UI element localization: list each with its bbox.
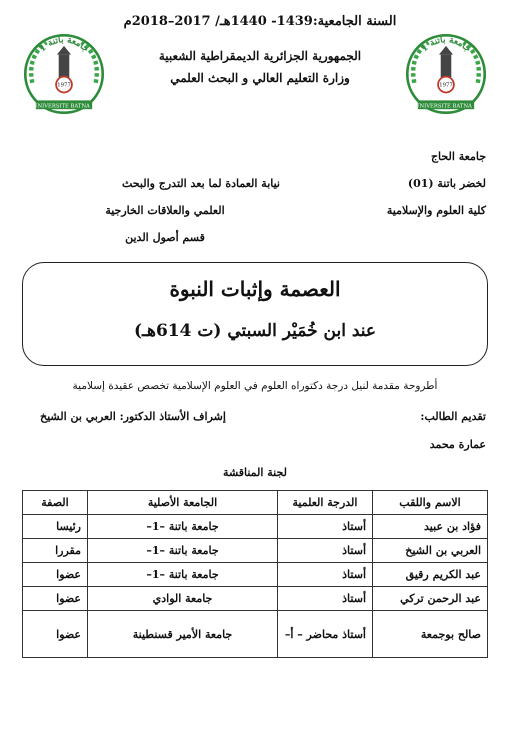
table-row: [23, 611, 488, 658]
table-row: [23, 563, 488, 587]
header-name: الاسم واللقب: [373, 491, 488, 515]
header-university: الجامعة الأصلية: [88, 491, 278, 515]
university-name-line2: لخضر باتنة (01): [407, 177, 486, 190]
member-name: العربي بن الشيخ: [373, 539, 488, 563]
logo-latin-text: UNIVERSITE BATNA 1: [33, 103, 95, 110]
logo-year: 1977: [57, 82, 71, 89]
member-name: عبد الرحمن تركي: [373, 587, 488, 611]
table-header-row: [23, 491, 488, 515]
member-degree: أستاذ: [278, 563, 373, 587]
logo-latin-text: UNIVERSITE BATNA 1: [415, 103, 477, 110]
faculty-name: كلية العلوم والإسلامية: [386, 204, 486, 217]
member-role: عضوا: [23, 587, 88, 611]
member-name: صالح بوجمعة: [373, 611, 488, 658]
member-degree: أستاذ محاضر – أ–: [278, 611, 373, 658]
thesis-subtitle: عند ابن خُمَيْر السبتي (ت 614هـ): [133, 321, 377, 341]
student-name: عمارة محمد: [429, 438, 486, 451]
member-role: عضوا: [23, 563, 88, 587]
member-university: جامعة باتنة –1–: [88, 539, 278, 563]
department-name: قسم أصول الدين: [125, 231, 205, 244]
member-name: عبد الكريم رقيق: [373, 563, 488, 587]
member-university: جامعة باتنة –1–: [88, 515, 278, 539]
header-role: الصفة: [23, 491, 88, 515]
member-role: رئيسا: [23, 515, 88, 539]
member-university: جامعة باتنة –1–: [88, 563, 278, 587]
university-logo-left: [20, 30, 108, 118]
table-row: [23, 515, 488, 539]
header-degree: الدرجة العلمية: [278, 491, 373, 515]
table-row: [23, 587, 488, 611]
committee-table: [22, 490, 488, 658]
thesis-title: العصمة وإثبات النبوة: [169, 277, 341, 301]
dissertation-description: أطروحة مقدمة لنيل درجة دكتوراه العلوم في العلوم الإسلامية تخصص عقيدة إسلامية: [72, 380, 438, 392]
university-name-line1: جامعة الحاج: [430, 150, 486, 163]
university-logo-right: [402, 30, 490, 118]
member-university: جامعة الوادي: [88, 587, 278, 611]
member-name: فؤاد بن عبيد: [373, 515, 488, 539]
academic-year: السنة الجامعية:1439- 1440هـ/ 2017–2018م: [123, 14, 397, 29]
student-label: تقديم الطالب:: [420, 410, 486, 423]
member-degree: أستاذ: [278, 539, 373, 563]
member-degree: أستاذ: [278, 587, 373, 611]
ministry-name: وزارة التعليم العالي و البحث العلمي: [170, 71, 350, 85]
member-role: مقررا: [23, 539, 88, 563]
logo-arabic-text: جامعة باتنة 1: [37, 35, 91, 55]
supervisor-line: إشراف الأستاذ الدكتور: العربي بن الشيخ: [40, 410, 226, 423]
thesis-title-box: [22, 262, 488, 366]
logo-arabic-text: جامعة باتنة 1: [419, 35, 473, 55]
vice-deanship-line2: العلمي والعلاقات الخارجية: [105, 204, 225, 217]
committee-title: لجنة المناقشة: [223, 466, 287, 479]
vice-deanship-line1: نيابة العمادة لما بعد التدرج والبحث: [122, 177, 280, 190]
table-row: [23, 539, 488, 563]
member-university: جامعة الأمير قسنطينة: [88, 611, 278, 658]
member-role: عضوا: [23, 611, 88, 658]
republic-name: الجمهورية الجزائرية الديمقراطية الشعبية: [158, 49, 362, 63]
logo-year: 1977: [439, 82, 453, 89]
member-degree: أستاذ: [278, 515, 373, 539]
